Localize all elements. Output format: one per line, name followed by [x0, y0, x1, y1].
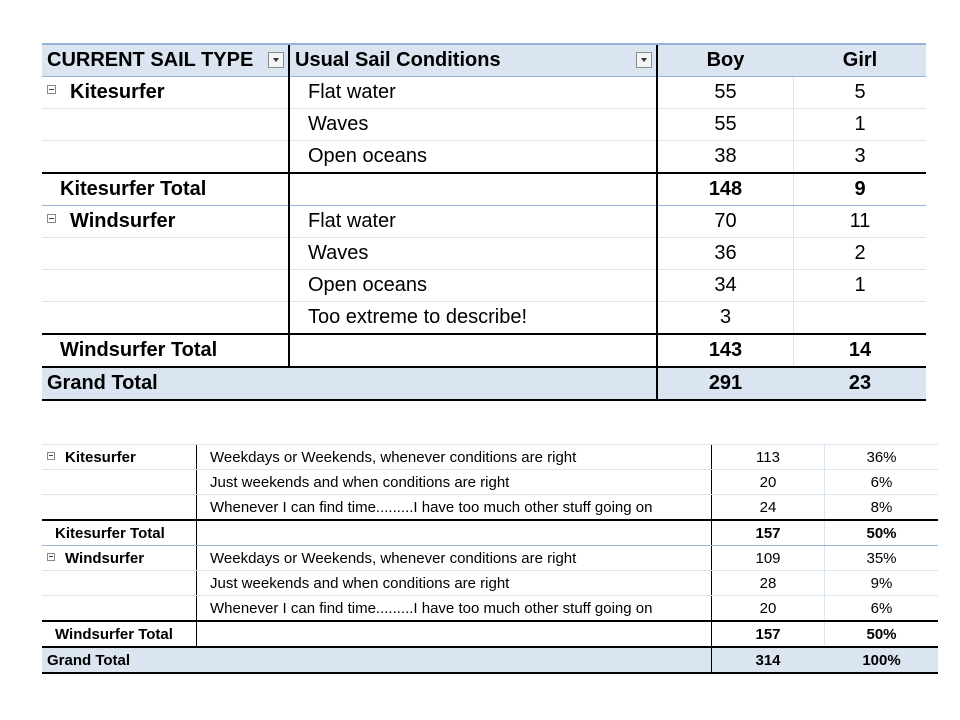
count-cell: 109 — [712, 546, 825, 571]
subtotal-percent: 50% — [825, 621, 939, 647]
grand-total-label: Grand Total — [42, 647, 712, 673]
table-row — [42, 206, 926, 238]
percent-cell: 8% — [825, 495, 939, 521]
group-label-kitesurfer: Kitesurfer — [42, 445, 197, 470]
collapse-minus-icon[interactable] — [47, 214, 56, 223]
grand-total-row — [42, 367, 926, 400]
subtotal-label: Windsurfer Total — [42, 334, 289, 367]
frequency-cell: Weekdays or Weekends, whenever conditions are right — [197, 546, 712, 571]
subtotal-girl: 9 — [794, 173, 927, 206]
boy-cell: 55 — [657, 109, 794, 141]
grand-total-percent: 100% — [825, 647, 939, 673]
grand-total-count: 314 — [712, 647, 825, 673]
dropdown-arrow-icon[interactable] — [268, 52, 284, 68]
boy-cell: 70 — [657, 206, 794, 238]
subtotal-row-kitesurfer — [42, 520, 938, 546]
subtotal-boy: 148 — [657, 173, 794, 206]
condition-cell: Open oceans — [289, 141, 657, 174]
count-cell: 24 — [712, 495, 825, 521]
dropdown-arrow-icon[interactable] — [636, 52, 652, 68]
subtotal-row-windsurfer — [42, 621, 938, 647]
subtotal-label: Windsurfer Total — [42, 621, 197, 647]
table-row — [42, 571, 938, 596]
girl-cell: 3 — [794, 141, 927, 174]
collapse-minus-icon[interactable] — [47, 452, 55, 460]
sail-frequency-pivot-table — [42, 444, 938, 674]
girl-cell: 5 — [794, 77, 927, 109]
condition-cell: Too extreme to describe! — [289, 302, 657, 335]
count-cell: 113 — [712, 445, 825, 470]
collapse-minus-icon[interactable] — [47, 553, 55, 561]
frequency-cell: Just weekends and when conditions are right — [197, 470, 712, 495]
percent-cell: 35% — [825, 546, 939, 571]
subtotal-count: 157 — [712, 520, 825, 546]
header-usual-sail-conditions-label: Usual Sail Conditions — [295, 49, 501, 71]
frequency-cell: Just weekends and when conditions are right — [197, 571, 712, 596]
girl-cell: 1 — [794, 270, 927, 302]
condition-cell: Waves — [289, 109, 657, 141]
sail-conditions-pivot-table — [42, 43, 926, 401]
table-row — [42, 77, 926, 109]
girl-cell: 2 — [794, 238, 927, 270]
table1-header-row — [42, 44, 926, 77]
count-cell: 28 — [712, 571, 825, 596]
header-boy: Boy — [657, 44, 794, 77]
table-row — [42, 141, 926, 174]
table-row — [42, 270, 926, 302]
grand-total-row — [42, 647, 938, 673]
subtotal-count: 157 — [712, 621, 825, 647]
header-current-sail-type — [42, 44, 289, 77]
subtotal-label: Kitesurfer Total — [42, 173, 289, 206]
count-cell: 20 — [712, 470, 825, 495]
collapse-minus-icon[interactable] — [47, 85, 56, 94]
frequency-cell: Weekdays or Weekends, whenever conditions are right — [197, 445, 712, 470]
boy-cell: 36 — [657, 238, 794, 270]
frequency-cell: Whenever I can find time.........I have too much other stuff going on — [197, 495, 712, 521]
group-label-kitesurfer: Kitesurfer — [42, 77, 289, 109]
condition-cell: Open oceans — [289, 270, 657, 302]
table-row — [42, 495, 938, 521]
subtotal-girl: 14 — [794, 334, 927, 367]
percent-cell: 9% — [825, 571, 939, 596]
table-row — [42, 546, 938, 571]
header-usual-sail-conditions — [289, 44, 657, 77]
boy-cell: 38 — [657, 141, 794, 174]
frequency-cell: Whenever I can find time.........I have too much other stuff going on — [197, 596, 712, 622]
girl-cell: 1 — [794, 109, 927, 141]
table-row — [42, 109, 926, 141]
table-row — [42, 302, 926, 335]
table-row — [42, 238, 926, 270]
subtotal-boy: 143 — [657, 334, 794, 367]
header-current-sail-type-label: CURRENT SAIL TYPE — [47, 49, 254, 71]
group-label-windsurfer: Windsurfer — [42, 546, 197, 571]
percent-cell: 6% — [825, 470, 939, 495]
condition-cell: Flat water — [289, 77, 657, 109]
table-row — [42, 445, 938, 470]
subtotal-row-kitesurfer — [42, 173, 926, 206]
boy-cell: 34 — [657, 270, 794, 302]
grand-total-girl: 23 — [794, 367, 927, 400]
boy-cell: 3 — [657, 302, 794, 335]
grand-total-boy: 291 — [657, 367, 794, 400]
grand-total-label: Grand Total — [42, 367, 657, 400]
table-row — [42, 596, 938, 622]
subtotal-percent: 50% — [825, 520, 939, 546]
subtotal-row-windsurfer — [42, 334, 926, 367]
condition-cell: Flat water — [289, 206, 657, 238]
condition-cell: Waves — [289, 238, 657, 270]
percent-cell: 6% — [825, 596, 939, 622]
percent-cell: 36% — [825, 445, 939, 470]
count-cell: 20 — [712, 596, 825, 622]
girl-cell: 11 — [794, 206, 927, 238]
group-label-windsurfer: Windsurfer — [42, 206, 289, 238]
girl-cell — [794, 302, 927, 335]
boy-cell: 55 — [657, 77, 794, 109]
header-girl: Girl — [794, 44, 927, 77]
subtotal-label: Kitesurfer Total — [42, 520, 197, 546]
table-row — [42, 470, 938, 495]
